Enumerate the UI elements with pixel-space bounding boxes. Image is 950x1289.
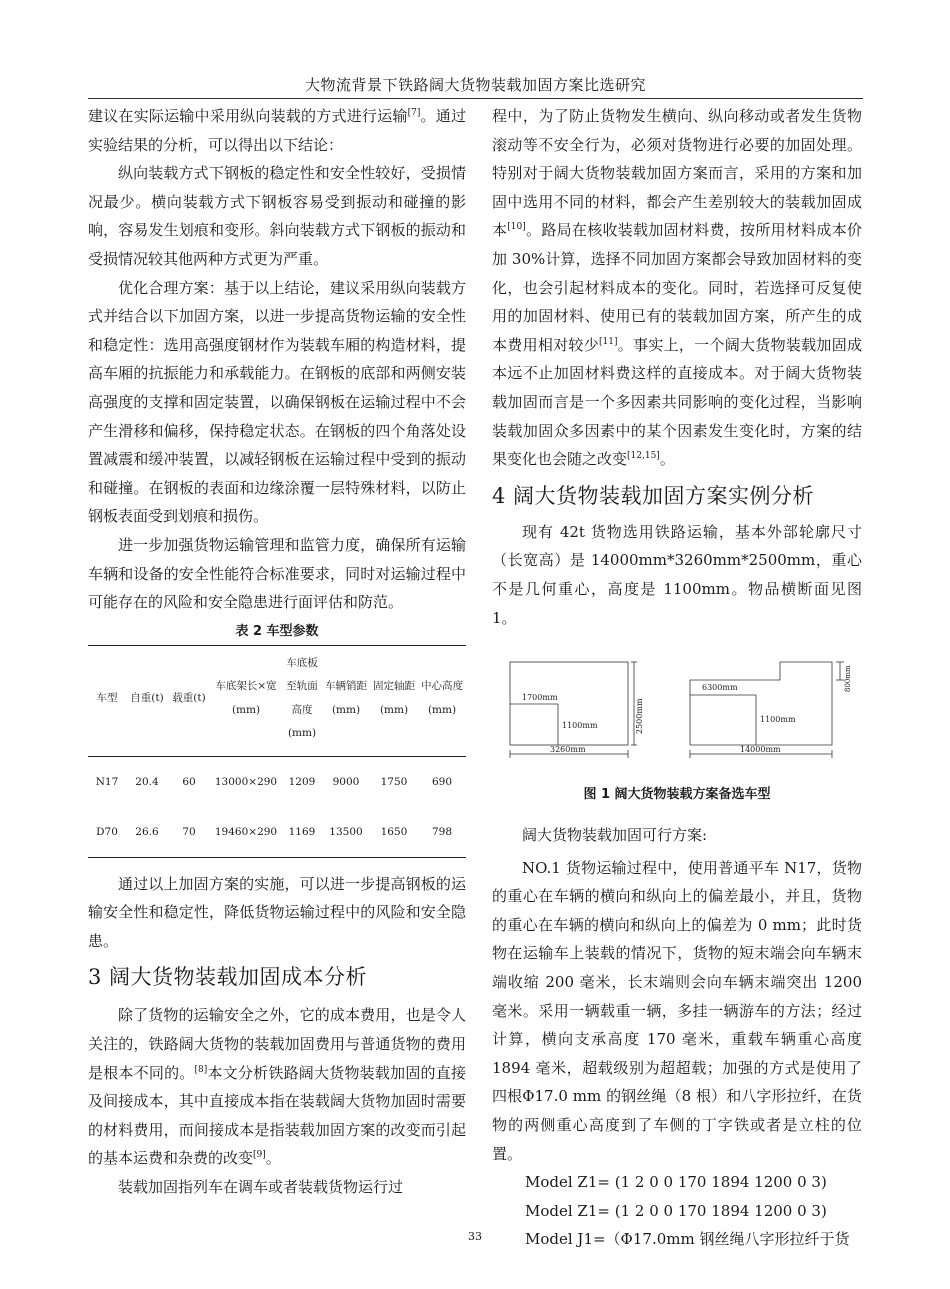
citation: [9] bbox=[253, 1150, 266, 1161]
left-w2-label: 3260mm bbox=[550, 745, 586, 755]
th-load: 载重(t) bbox=[172, 691, 206, 704]
cell: 798 bbox=[431, 825, 453, 838]
citation: [8] bbox=[194, 1064, 208, 1075]
text: 。 bbox=[265, 1149, 281, 1168]
right-cargo-outline bbox=[690, 662, 832, 745]
cell: 1750 bbox=[380, 775, 408, 788]
cell: 26.6 bbox=[135, 825, 159, 838]
text: 程中，为了防止货物发生横向、纵向移动或者发生货物滚动等不安全行为，必须对货物进行必要的加固处理。特别对于阔大货物装载加固方案而言，采用的方案和加固中选用不同的材料，都会产生差别较大的装载加固成本 bbox=[492, 107, 862, 240]
paragraph: 优化合理方案：基于以上结论，建议采用纵向装载方式并结合以下加固方案，以进一步提高货物运输的安全性和稳定性：选用高强度钢材作为装载车厢的构造材料，提高车厢的抗振能力和承载能力。在钢板的底部和两侧安装高强度的支撑和固定装置，以确保钢板在运输过程中不会产生滑移和偏移，保持稳定状态。在钢板的四个角落处设置减震和缓冲装置，以减轻钢板在运输过程中受到的振动和碰撞。在钢板的表面和边缘涂覆一层特殊材料，以防止钢板表面受到划痕和损伤。 bbox=[88, 278, 466, 526]
th-underframe: 车底架长×宽(mm) bbox=[215, 680, 277, 716]
cell: 70 bbox=[182, 825, 196, 838]
th-floor-height: 车底板至轨面高度(mm) bbox=[286, 656, 318, 740]
th-model: 车型 bbox=[96, 691, 118, 704]
text: 建议在实际运输中采用纵向装载的方式进行运输 bbox=[88, 107, 408, 125]
left-h1-label: 1100mm bbox=[562, 721, 598, 731]
right-h1-label: 1100mm bbox=[760, 715, 796, 725]
figure-caption: 图 1 阔大货物装载方案备选车型 bbox=[583, 787, 771, 803]
citation: [10] bbox=[507, 222, 526, 233]
left-h2-label: 2500mm bbox=[635, 698, 644, 735]
cell: 1650 bbox=[380, 825, 408, 838]
model-line: Model Z1= (1 2 0 0 170 1894 1200 0 3) bbox=[525, 1173, 827, 1192]
right-column bbox=[492, 102, 862, 1254]
citation: [12,15] bbox=[627, 451, 660, 462]
text: 。事实上，一个阔大货物装载加固成本远不止加固材料费这样的直接成本。对于阔大货物装载加固而言是一个多因素共同影响的变化过程，当影响装载加固众多因素中的某个因素发生变化时，方案的结果变化也会随之改变 bbox=[492, 335, 862, 469]
paragraph: 通过以上加固方案的实施，可以进一步提高钢板的运输安全性和稳定性，降低货物运输过程中的风险和安全隐患。 bbox=[88, 874, 466, 950]
cell: N17 bbox=[95, 775, 119, 788]
paragraph bbox=[492, 102, 862, 474]
right-h2-label: 800mm bbox=[844, 665, 852, 693]
th-center-height: 中心高度(mm) bbox=[421, 680, 463, 716]
text: 本文分析铁路阔大货物装载加固的直接及间接成本，其中直接成本指在装载阔大货物加固时需要的材料费用，而间接成本是指装载加固方案的改变而引起的基本运费和杂费的改变 bbox=[88, 1063, 466, 1168]
table-row bbox=[88, 807, 466, 858]
cell: 19460×290 bbox=[214, 825, 278, 838]
paragraph: 纵向装载方式下钢板的稳定性和安全性较好，受损情况最少。横向装载方式下钢板容易受到振动和碰撞的影响，容易发生划痕和变形。斜向装载方式下钢板的振动和受损情况较其他两种方式更为严重。 bbox=[88, 164, 466, 268]
paragraph: 现有 42t 货物选用铁路运输，基本外部轮廓尺寸（长宽高）是 14000mm*3260mm*2500mm，重心不是几何重心，高度是 1100mm。物品横断面见图 1。 bbox=[492, 522, 862, 627]
cell: 9000 bbox=[332, 775, 360, 788]
model-line: Model J1=（Φ17.0mm 钢丝绳八字形拉纤于货 bbox=[525, 1230, 850, 1249]
text: 。通过实验结果的分析，可以得出以下结论： bbox=[88, 107, 466, 154]
section-heading-4: 4 阔大货物装载加固方案实例分析 bbox=[492, 483, 815, 508]
paragraph: 进一步加强货物运输管理和监管力度，确保所有运输车辆和设备的安全性能符合标准要求，同时对运输过程中可能存在的风险和安全隐患进行面评估和防范。 bbox=[88, 535, 466, 612]
params-table bbox=[88, 645, 466, 858]
text: 除了货物的运输安全之外，它的成本费用，也是令人关注的，铁路阔大货物的装载加固费用与普通货物的费用是根本不同的。 bbox=[88, 1006, 466, 1082]
th-wheelbase: 固定轴距(mm) bbox=[373, 680, 415, 716]
running-header: 大物流背景下铁路阔大货物装载加固方案比选研究 bbox=[304, 76, 646, 94]
cell: D70 bbox=[96, 825, 118, 838]
left-w1-label: 1700mm bbox=[522, 693, 558, 703]
text: 。路局在核收装载加固材料费，按所用材料成本价加 30%计算，选择不同加固方案都会导致加固材料的变化，也会引起材料成本的变化。同时，若选择可反复使用的加固材料、使用已有的装载加固方案，所产生的成本费用相对较少 bbox=[492, 221, 862, 354]
citation: [11] bbox=[598, 336, 618, 347]
cell: 13000×290 bbox=[214, 775, 278, 788]
cell: 1169 bbox=[288, 825, 316, 838]
cross-section-diagram bbox=[492, 650, 862, 785]
cell: 60 bbox=[182, 775, 196, 788]
cell: 1209 bbox=[288, 775, 316, 788]
paragraph bbox=[88, 102, 466, 159]
cell: 690 bbox=[431, 775, 453, 788]
th-self-weight: 自重(t) bbox=[130, 691, 164, 704]
paragraph: NO.1 货物运输过程中，使用普通平车 N17，货物的重心在车辆的横向和纵向上的偏差最小，并且，货物的重心在车辆的横向和纵向上的偏差为 0 mm；此时货物在运输车上装载的情况下，货物的短末端会向车辆末端收缩 200 毫米，长末端则会向车辆末端突出 1200 毫米。采用一辆载重一辆，多挂一辆游车的方法；经过计算，横向支承高度 170 毫米，重载车辆重心高度 1894 毫米，超载级别为超超载；加强的方式是使用了四根Φ17.0 mm 的钢丝绳（8 根）和八字形拉纤，在货物的两侧重心高度到了车侧的丁字铁或者是立柱的位置。 bbox=[492, 858, 862, 1163]
table-header-row bbox=[88, 645, 466, 756]
th-pin-distance: 车辆销距(mm) bbox=[325, 680, 367, 716]
table-caption: 表 2 车型参数 bbox=[235, 623, 319, 639]
left-cargo-outline bbox=[510, 662, 628, 745]
header-rule bbox=[88, 98, 863, 99]
left-column bbox=[88, 102, 466, 1202]
figure-1 bbox=[492, 650, 862, 785]
citation: [7] bbox=[407, 108, 421, 118]
section-heading-3: 3 阔大货物装载加固成本分析 bbox=[88, 965, 368, 990]
paragraph: 阔大货物装载加固可行方案: bbox=[522, 826, 708, 845]
paragraph bbox=[88, 1001, 466, 1173]
model-line: Model Z1= (1 2 0 0 170 1894 1200 0 3) bbox=[525, 1201, 827, 1220]
paragraph: 装载加固指列车在调车或者装载货物运行过 bbox=[118, 1178, 404, 1197]
page-number: 33 bbox=[468, 1230, 482, 1243]
cell: 20.4 bbox=[135, 775, 159, 788]
right-w2-label: 14000mm bbox=[740, 745, 781, 755]
right-w1-label: 6300mm bbox=[702, 683, 738, 693]
table-row bbox=[88, 756, 466, 807]
text: 。 bbox=[659, 450, 675, 469]
cell: 13500 bbox=[329, 825, 363, 838]
